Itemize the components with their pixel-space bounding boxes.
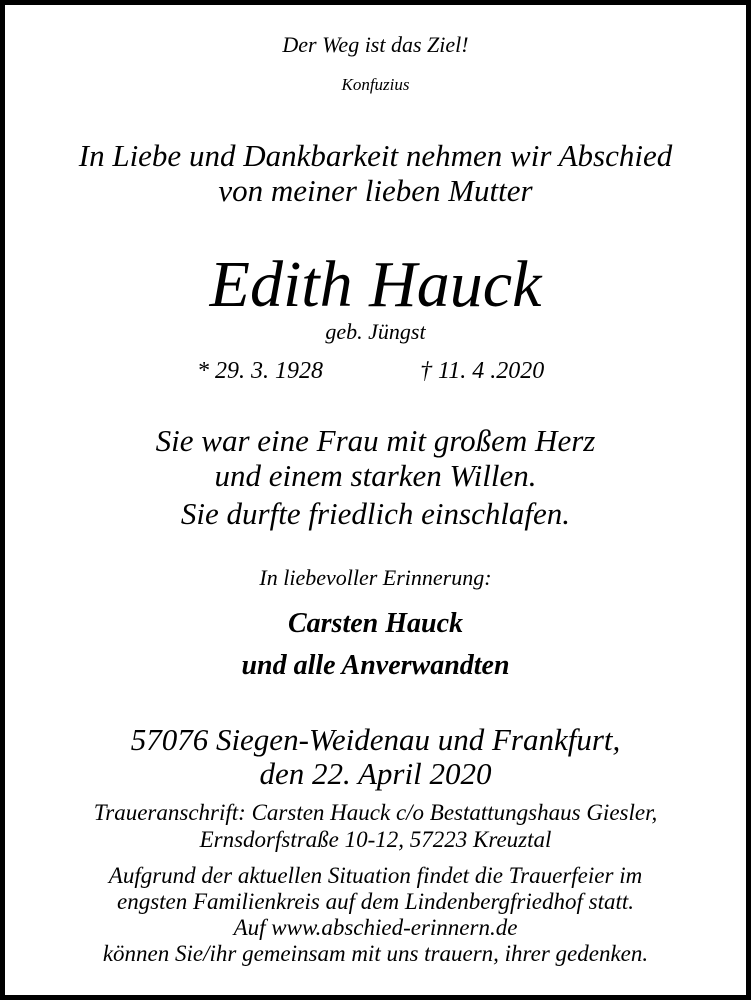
intro-line-1: In Liebe und Dankbarkeit nehmen wir Abschied [78, 138, 673, 173]
birth-date: * 29. 3. 1928 [197, 358, 323, 384]
motto-author: Konfuzius [341, 75, 410, 94]
mourner-name-2: und alle Anverwandten [241, 650, 510, 681]
tribute-line-2: und einem starken Willen. [214, 458, 537, 493]
date-line: den 22. April 2020 [259, 756, 492, 791]
mourner-name-1: Carsten Hauck [287, 608, 464, 639]
info-line-6: können Sie/ihr gemeinsam mit uns trauern, ihrer gedenken. [102, 941, 649, 966]
tribute-line-3: Sie durfte friedlich einschlafen. [180, 496, 571, 531]
info-line-2: Ernsdorfstraße 10-12, 57223 Kreuztal [199, 827, 552, 852]
death-date: † 11. 4 .2020 [420, 358, 545, 384]
place-line: 57076 Siegen-Weidenau und Frankfurt, [130, 722, 621, 757]
intro-line-2: von meiner lieben Mutter [218, 173, 533, 208]
info-line-1: Traueranschrift: Carsten Hauck c/o Bestattungshaus Giesler, [93, 800, 658, 825]
info-line-5: Auf www.abschied-erinnern.de [233, 915, 518, 940]
tribute-line-1: Sie war eine Frau mit großem Herz [155, 423, 596, 458]
mourners-heading: In liebevoller Erinnerung: [259, 565, 492, 590]
deceased-name: Edith Hauck [209, 248, 542, 321]
motto-quote: Der Weg ist das Ziel! [282, 32, 469, 57]
info-line-4: engsten Familienkreis auf dem Lindenbergfriedhof statt. [116, 889, 634, 914]
maiden-name: geb. Jüngst [325, 319, 426, 344]
info-line-3: Aufgrund der aktuellen Situation findet die Trauerfeier im [108, 863, 643, 888]
